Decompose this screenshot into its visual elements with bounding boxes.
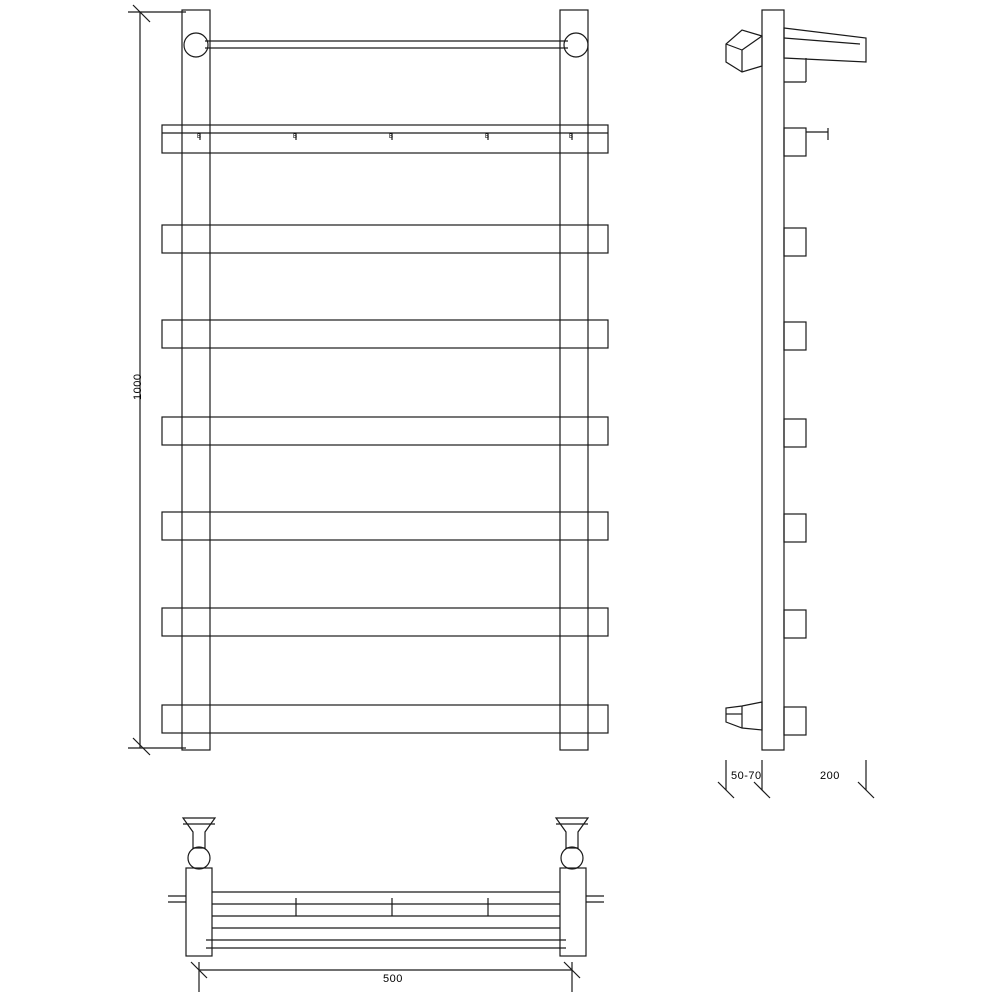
side-arm-5: [784, 514, 806, 542]
side-hanger-arm: [784, 28, 866, 82]
side-arm-2: [784, 228, 806, 256]
side-arm-4: [784, 419, 806, 447]
side-arm-7: [784, 707, 806, 735]
bolt-marks-group: [200, 133, 572, 140]
front-elevation-group: [128, 5, 608, 755]
dimension-width-label: 500: [383, 973, 403, 985]
plan-rails: [206, 892, 566, 948]
side-arm-3: [784, 322, 806, 350]
dimension-depth-total-label: 200: [820, 770, 840, 782]
plan-bracket-left: [183, 818, 215, 869]
bolt-mark-label: B: [389, 134, 394, 140]
front-post-left: [182, 10, 210, 750]
front-rail-6: [162, 608, 608, 636]
plan-bracket-right: [556, 818, 588, 869]
bolt-mark-label: B: [293, 134, 298, 140]
side-elevation-group: [718, 10, 874, 798]
front-rail-4: [162, 417, 608, 445]
side-arm-1: [784, 128, 828, 156]
front-rail-1: [162, 125, 608, 153]
dimension-height-label: 1000: [132, 373, 144, 400]
side-arm-6: [784, 610, 806, 638]
front-post-right: [560, 10, 588, 750]
side-bottom-bracket: [726, 702, 762, 730]
front-rail-5: [162, 512, 608, 540]
bolt-mark-label: B: [485, 134, 490, 140]
side-top-bracket: [726, 30, 762, 72]
side-post: [762, 10, 784, 750]
front-rail-3: [162, 320, 608, 348]
plan-post-right: [560, 868, 604, 956]
bolt-mark-label: B: [197, 134, 202, 140]
plan-view-group: [168, 818, 604, 992]
top-hanger-bar: [184, 33, 588, 57]
front-rail-2: [162, 225, 608, 253]
bolt-mark-label: B: [569, 134, 574, 140]
plan-post-left: [168, 868, 212, 956]
front-rail-7: [162, 705, 608, 733]
dimension-depth-bracket-label: 50-70: [731, 770, 762, 782]
